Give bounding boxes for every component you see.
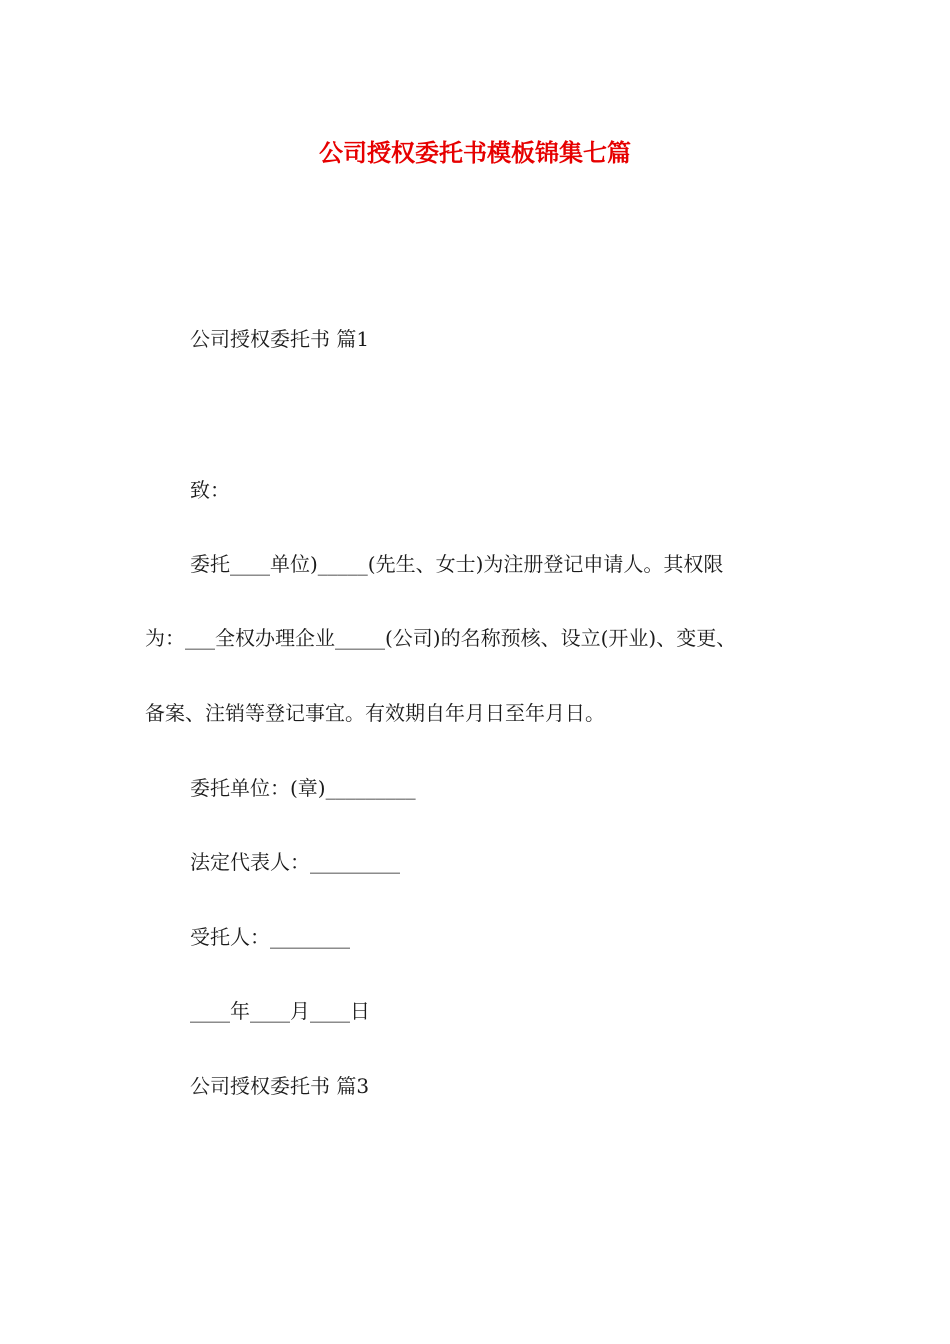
body-paragraph-line-3: 备案、注销等登记事宜。有效期自年月日至年月日。	[145, 701, 605, 725]
section-heading-1: 公司授权委托书 篇1	[190, 327, 370, 351]
signature-date: ____年____月____日	[190, 999, 370, 1023]
body-paragraph-line-2: 为：___全权办理企业_____(公司)的名称预核、设立(开业)、变更、	[145, 626, 737, 650]
signature-trustee: 受托人：________	[190, 925, 350, 949]
salutation: 致：	[190, 478, 230, 502]
signature-unit: 委托单位：(章)_________	[190, 776, 416, 800]
document-title: 公司授权委托书模板锦集七篇	[319, 139, 631, 167]
signature-legal-representative: 法定代表人：_________	[190, 850, 400, 874]
body-paragraph-line-1: 委托____单位)_____(先生、女士)为注册登记申请人。其权限	[190, 552, 724, 576]
section-heading-3: 公司授权委托书 篇3	[190, 1074, 370, 1098]
